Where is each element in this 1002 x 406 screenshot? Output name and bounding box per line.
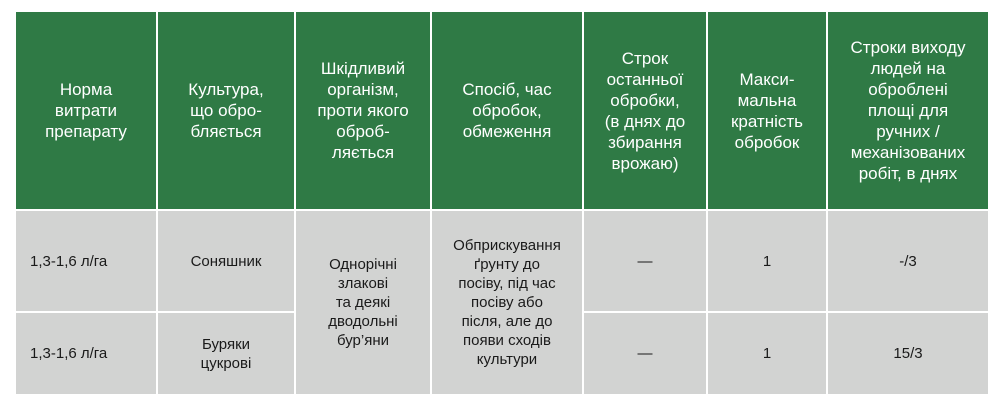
max-treatments-cell: 1 <box>707 210 827 312</box>
max-treatments-cell: 1 <box>707 312 827 395</box>
pesticide-usage-table <box>14 10 990 396</box>
method-cell: Обприскування ґрунту до посіву, під час посіву або після, але до появи сходів культури <box>431 210 583 395</box>
crop-cell: Буряки цукрові <box>157 312 295 395</box>
header-application-rate: Норма витрати препарату <box>15 11 157 210</box>
last-treatment-cell: — <box>583 312 707 395</box>
pest-cell: Однорічні злакові та деякі дводольні бур’яни <box>295 210 431 395</box>
exit-days-cell: 15/3 <box>827 312 989 395</box>
header-method: Спосіб, час обробок, обмеження <box>431 11 583 210</box>
exit-days-cell: -/3 <box>827 210 989 312</box>
crop-cell: Соняшник <box>157 210 295 312</box>
header-row <box>15 11 989 210</box>
header-exit-days: Строки виходу людей на оброблені площі для ручних / механізованих робіт, в днях <box>827 11 989 210</box>
pesticide-table-container <box>14 10 988 396</box>
header-max-treatments: Макси- мальна кратність обробок <box>707 11 827 210</box>
table-row <box>15 210 989 312</box>
header-last-treatment: Строк останньої обробки, (в днях до збирання врожаю) <box>583 11 707 210</box>
last-treatment-cell: — <box>583 210 707 312</box>
rate-cell: 1,3-1,6 л/га <box>15 210 157 312</box>
header-crop: Культура, що обро- бляється <box>157 11 295 210</box>
rate-cell: 1,3-1,6 л/га <box>15 312 157 395</box>
header-pest: Шкідливий організм, проти якого оброб- ляється <box>295 11 431 210</box>
